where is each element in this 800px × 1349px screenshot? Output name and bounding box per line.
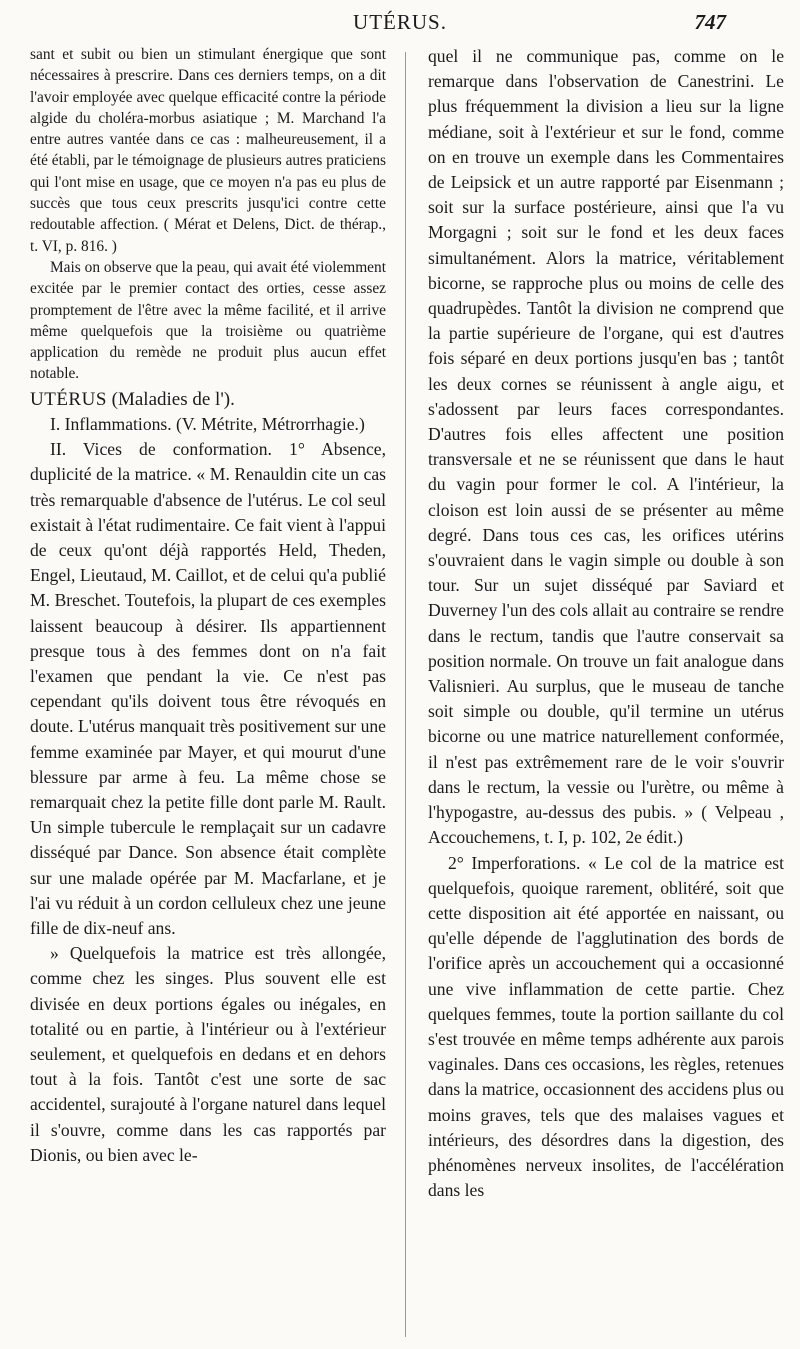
- entry-heading-rest: (Maladies de l').: [106, 388, 235, 410]
- page-number: 747: [694, 10, 726, 34]
- section-imperforations: 2° Imperforations. « Le col de la matrice est quelquefois, quoique rarement, oblitéré, soit que cette disposition ait été apportée en naissant, ou qu'elle dépende de l'agglutination des bords de l'orifice après un accouchement qui a occasionné une vive inflammation de cette partie. Chez quelques femmes, toute la portion saillante du col s'est trouvée en même temps adhérente aux parois vaginales. Dans ces occasions, les règles, retenues dans la matrice, occasionnent des accidens plus ou moins graves, tels que des malaises vagues et intérieurs, des désordres dans la digestion, des phénomènes nerveux insolites, de l'accélération dans les: [428, 852, 784, 1201]
- column-divider: [405, 52, 406, 1337]
- page-header: [0, 4, 800, 40]
- paragraph-ortie-observation: Mais on observe que la peau, qui avait été violemment excitée par le premier contact des orties, cesse assez promptement de l'être avec la même facilité, et il arrive même quelquefois que la troisième ou quatrième application du remède ne produit plus aucun effet notable.: [30, 258, 386, 383]
- paragraph-ortie-stimulant: sant et subit ou bien un stimulant énergique que sont nécessaires à prescrire. Dans ces derniers temps, on a dit l'avoir employée avec quelque efficacité contre la période algide du choléra-morbus asiatique ; M. Marchand l'a entre autres vantée dans ce cas : malheureusement, il a été établi, par le témoignage de plusieurs autres praticiens qui l'ont mise en usage, que ce moyen n'a pas eu plus de succès que tous ceux prescrits jusqu'ici contre cette redoutable affection. ( Mérat et Delens, Dict. de thérap., t. VI, p. 816. ): [30, 46, 386, 255]
- paragraph-matrice-allongee: » Quelquefois la matrice est très allongée, comme chez les singes. Plus souvent elle est divisée en deux portions égales ou inégales, en totalité ou en partie, à l'intérieur ou à l'extérieur seulement, et quelquefois en dedans et en dehors tout à la fois. Tantôt c'est une sorte de sac accidentel, surajouté à l'organe naturel dans lequel il s'ouvre, comme dans les cas rapportés par Dionis, ou bien avec le-: [30, 943, 386, 1165]
- paragraph-division-matrice: quel il ne communique pas, comme on le remarque dans l'observation de Canestrini. Le plus fréquemment la division a lieu sur la ligne médiane, soit à l'extérieur et sur le fond, comme on en trouve un exemple dans les Commentaires de Leipsick et un autre rapporté par Eisenmann ; soit sur la surface postérieure, ainsi que l'a vu Morgagni ; soit sur le fond et les deux faces simultanément. Alors la matrice, véritablement bicorne, se rapproche plus ou moins de celle des quadrupèdes. Tantôt la division ne comprend que la partie supérieure de l'organe, qui est d'autres fois séparé en deux portions jusqu'en bas ; tantôt les deux cornes se réunissent à angle aigu, et s'adossent par leurs faces correspondantes. D'autres fois elles affectent une position transversale et ne se réunissent que dans le haut du vagin pour former le col. A l'intérieur, la cloison est loin aussi de se présenter au même degré. Dans tous ces cas, les orifices utérins s'ouvraient dans le vagin simple ou double à son tour. Sur un sujet disséqué par Saviard et Duverney l'un des cols allait au contraire se rendre dans le rectum, tandis que l'autre conservait sa position normale. On trouve un fait analogue dans Valisnieri. Au surplus, que le museau de tanche soit simple ou double, qu'il termine un utérus bicorne ou une matrice naturellement conformée, il n'est pas extrêmement rare de le voir s'ouvrir dans le rectum, la vessie ou l'urètre, ou même à l'hypogastre, au-dessus des pubis. » ( Velpeau , Accouchemens, t. I, p. 102, 2e édit.): [428, 46, 784, 848]
- entry-heading: [30, 387, 386, 412]
- entry-heading-word: UTÉRUS: [30, 388, 107, 410]
- running-title: UTÉRUS.: [353, 10, 447, 34]
- section-inflammations: I. Inflammations. (V. Métrite, Métrorrhagie.): [50, 413, 365, 434]
- section-vices-conformation: II. Vices de conformation. 1° Absence, duplicité de la matrice. « M. Renauldin cite un cas très remarquable d'absence de l'utérus. Le col seul existait à l'état rudimentaire. Ce fait vient à l'appui de ceux qu'ont déjà rapportés Held, Theden, Engel, Lieutaud, M. Caillot, et de celui qu'a publié M. Breschet. Toutefois, la plupart de ces exemples laissent beaucoup à désirer. Ils appartiennent presque tous à des femmes dont on n'a fait l'examen que pendant la vie. Ce n'est pas cependant qu'ils doivent tous être révoqués en doute. L'utérus manquait très positivement sur une femme examinée par Mayer, et qui mourut d'une blessure par arme à feu. La même chose se remarquait chez la petite fille dont parle M. Rault. Un simple tubercule le remplaçait sur un cadavre disséqué par Dance. Son absence était complète sur une malade opérée par M. Macfarlane, et je l'ai vu réduit à un cordon celluleux chez une jeune fille de dix-neuf ans.: [30, 439, 386, 939]
- right-column: [428, 44, 784, 1203]
- left-column: [30, 44, 386, 1168]
